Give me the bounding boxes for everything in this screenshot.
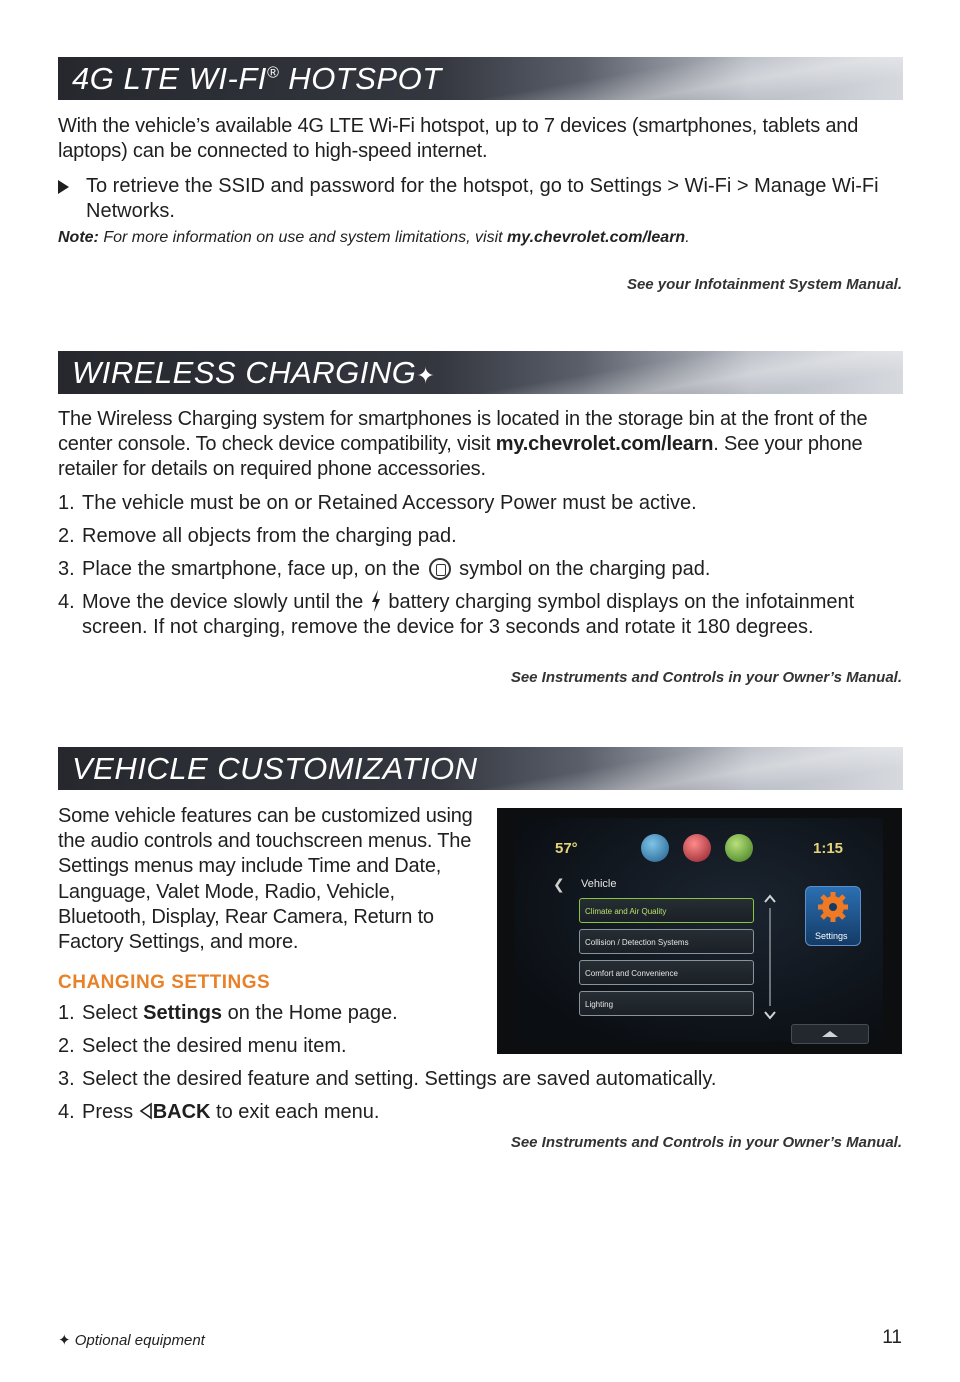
screen-tray-up-button[interactable] <box>791 1024 869 1044</box>
screen-menu-item[interactable]: Collision / Detection Systems <box>579 929 754 954</box>
step-number: 2. <box>58 1035 75 1057</box>
screen-menu-title: Vehicle <box>581 878 617 890</box>
step-number: 3. <box>58 558 75 580</box>
wifi-note <box>58 229 903 247</box>
wifi-title-suffix: HOTSPOT <box>279 61 442 96</box>
wifi-bullet-text: To retrieve the SSID and password for the hotspot, go to Settings > Wi-Fi > Manage Wi-Fi Networks. <box>86 175 879 222</box>
screen-menu-item[interactable]: Comfort and Convenience <box>579 960 754 985</box>
audio-icon <box>683 834 711 862</box>
custom-step <box>58 1100 903 1125</box>
step-text-cont: symbol on the charging pad. <box>453 558 711 580</box>
note-text: For more information on use and system limitations, visit <box>98 229 508 246</box>
screen-scrollbar[interactable] <box>763 892 777 1022</box>
step-number: 1. <box>58 1002 75 1024</box>
step-text: The vehicle must be on or Retained Accessory Power must be active. <box>82 492 697 514</box>
step-text: Move the device slowly until the <box>82 591 369 613</box>
wireless-section-header <box>58 351 903 394</box>
back-arrow-icon <box>139 1102 153 1120</box>
wifi-title-text: 4G LTE WI-FI <box>72 61 267 96</box>
step-text: Remove all objects from the charging pad. <box>82 525 457 547</box>
wifi-reference: See your Infotainment System Manual. <box>626 276 902 293</box>
wireless-step <box>58 491 903 516</box>
step-text: Select the desired feature and setting. Settings are saved automatically. <box>82 1068 717 1090</box>
custom-reference: See Instruments and Controls in your Owner’s Manual. <box>510 1134 902 1151</box>
step-text: Press <box>82 1101 139 1123</box>
wifi-intro: With the vehicle’s available 4G LTE Wi-Fi hotspot, up to 7 devices (smartphones, tablets and laptops) can be connected to high-speed internet. <box>58 115 859 162</box>
note-end: . <box>685 229 690 246</box>
wireless-title-text: WIRELESS CHARGING <box>72 355 417 390</box>
climate-icon <box>641 834 669 862</box>
step-text-cont: on the Home page. <box>222 1002 398 1024</box>
wireless-steps <box>58 491 903 648</box>
step-text: Select the desired menu item. <box>82 1035 347 1057</box>
optional-mark: ✦ <box>58 1332 71 1349</box>
wireless-intro-b: . See your phone retailer for details on required phone accessories. <box>58 433 863 480</box>
custom-step <box>58 1067 903 1092</box>
wifi-bullet <box>58 174 900 224</box>
screen-display <box>515 818 883 1042</box>
step-text-cont: battery charging symbol displays on the infotainment screen. If not charging, remove the device for 3 seconds and rotate it 180 degrees. <box>82 591 855 638</box>
screen-temperature: 57° <box>555 840 578 857</box>
screen-menu-item[interactable]: Climate and Air Quality <box>579 898 754 923</box>
screen-menu-item[interactable]: Lighting <box>579 991 754 1016</box>
bullet-arrow-icon <box>58 180 69 194</box>
step-bold: Settings <box>143 1002 223 1024</box>
charging-pad-icon <box>429 558 451 580</box>
step-number: 4. <box>58 1101 75 1123</box>
wireless-reference: See Instruments and Controls in your Owner’s Manual. <box>510 669 902 686</box>
chevron-up-icon <box>792 1025 868 1043</box>
note-label: Note: <box>58 229 99 246</box>
step-number: 1. <box>58 492 75 514</box>
wireless-intro <box>58 407 900 482</box>
phone-icon <box>725 834 753 862</box>
battery-charging-icon <box>371 590 381 612</box>
note-link[interactable]: my.chevrolet.com/learn <box>507 229 686 246</box>
step-number: 4. <box>58 591 75 613</box>
step-text-cont: to exit each menu. <box>210 1101 380 1123</box>
wireless-intro-a: The Wireless Charging system for smartphones is located in the storage bin at the front of the center console. To check device compatibility, visit <box>58 408 868 455</box>
footer-note <box>58 1331 205 1349</box>
step-number: 2. <box>58 525 75 547</box>
screen-clock: 1:15 <box>813 840 844 857</box>
step-number: 3. <box>58 1068 75 1090</box>
gear-icon <box>806 887 860 931</box>
wireless-step <box>58 524 903 549</box>
infotainment-screen-photo <box>497 808 902 1054</box>
settings-app-label: Settings <box>815 931 848 941</box>
page-number: 11 <box>882 1327 902 1348</box>
step-text: Select <box>82 1002 144 1024</box>
custom-intro: Some vehicle features can be customized using the audio controls and touchscreen menus. The Settings menus may include Time and Date, Language, Valet Mode, Radio, Vehicle, Bluetooth, Display, Rear Camera, Return to Factory Settings, and more. <box>58 805 473 954</box>
wifi-section-title <box>72 61 442 97</box>
step-text: Place the smartphone, face up, on the <box>82 558 426 580</box>
step-bold: BACK <box>152 1101 211 1123</box>
optional-mark: ✦ <box>416 363 436 388</box>
wireless-section-title <box>72 355 435 391</box>
changing-settings-heading: CHANGING SETTINGS <box>58 972 271 993</box>
wireless-step <box>58 557 903 582</box>
custom-section-title: VEHICLE CUSTOMIZATION <box>72 751 478 786</box>
wifi-section-header <box>58 57 903 100</box>
registered-mark: ® <box>266 64 280 82</box>
screen-back-icon[interactable]: ❮ <box>553 876 565 892</box>
wireless-intro-link[interactable]: my.chevrolet.com/learn <box>495 433 714 455</box>
wireless-step <box>58 590 903 640</box>
footer-note-text: Optional equipment <box>70 1332 205 1349</box>
custom-section-header <box>58 747 903 790</box>
